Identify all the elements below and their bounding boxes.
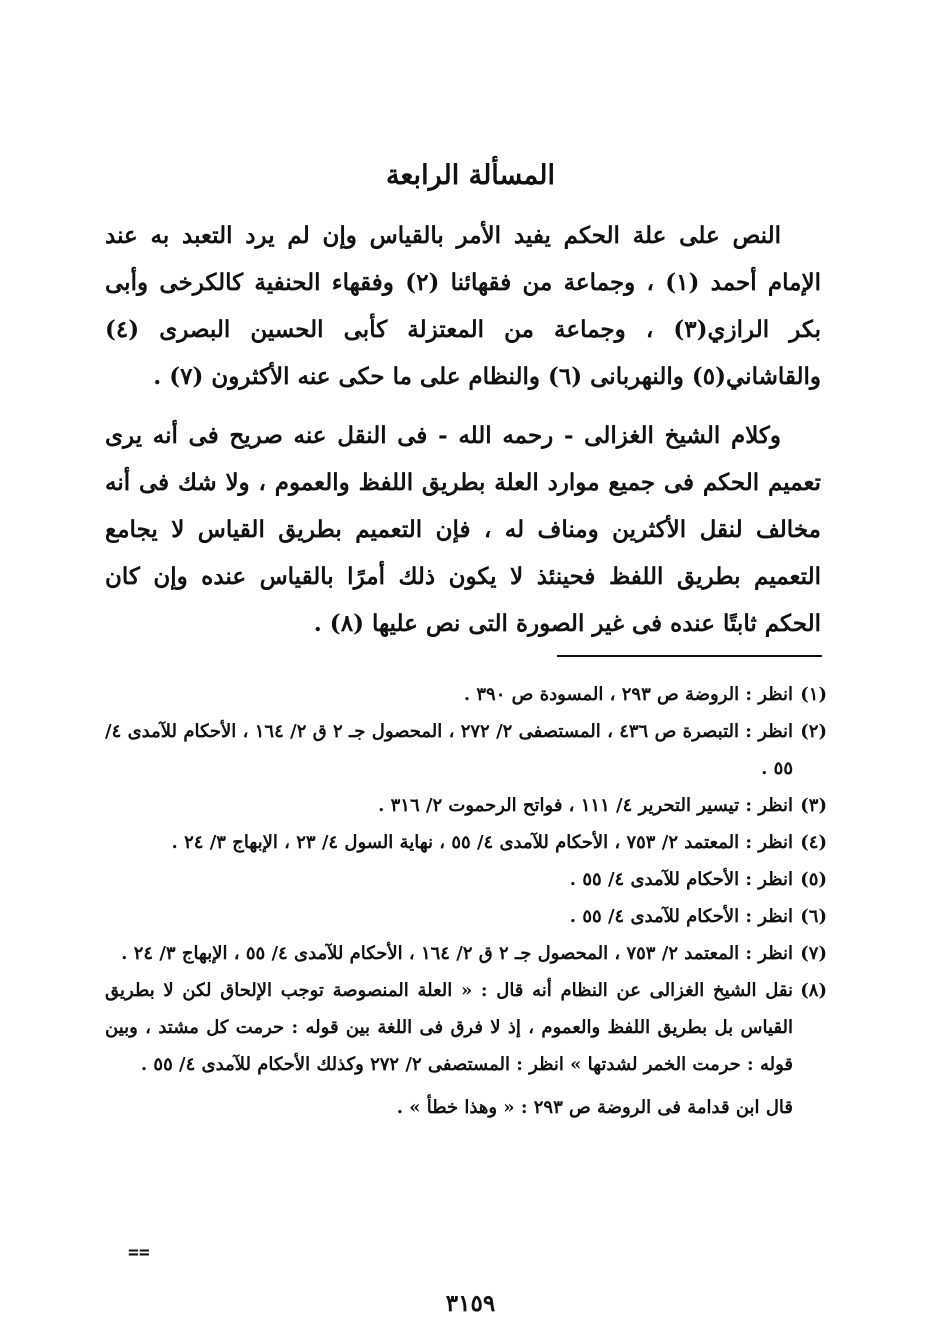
footnote [105,935,827,972]
main-text [105,212,821,647]
footnote-text: انظر : تيسير التحرير ٤/ ١١١ ، فواتح الرحموت ٢/ ٣١٦ . [378,795,793,816]
footnote-divider [557,655,822,657]
footnote-number: (٥) [800,869,827,890]
footnote-number: (٢) [800,721,827,742]
page-number: ٣١٥٩ [445,1290,496,1317]
footnote [105,898,827,935]
footnote-number: (٣) [800,795,827,816]
footnote-number: (٤) [800,832,827,853]
footnote-text: انظر : المعتمد ٢/ ٧٥٣ ، الأحكام للآمدى ٤/ ٥٥ ، نهاية السول ٤/ ٢٣ ، الإبهاج ٣/ ٢٤ . [171,832,793,853]
footnote-text: نقل الشيخ الغزالى عن النظام أنه قال : « العلة المنصوصة توجب الإلحاق لكن لا بطريق القياس بل بطريق اللفظ والعموم ، إذ لا فرق فى اللغة بين قوله : حرمت كل مشتد ، وبين قوله : حرمت الخمر لشدتها » انظر : المستصفى ٢/ ٢٧٢ وكذلك الأحكام للآمدى ٤/ ٥٥ . [105,980,793,1075]
footnote [105,861,827,898]
paragraph: النص على علة الحكم يفيد الأمر بالقياس وإن لم يرد التعبد به عند الإمام أحمد (١) ، وجماعة من فقهائنا (٢) وفقهاء الحنفية كالكرخى وأبى بكر الرازي(٣) ، وجماعة من المعتزلة كأبى الحسين البصرى (٤) والقاشاني(٥) والنهربانى (٦) والنظام على ما حكى عنه الأكثرون (٧) . [105,222,821,390]
paragraph: وكلام الشيخ الغزالى - رحمه الله - فى النقل عنه صريح فى أنه يرى تعميم الحكم فى جميع موارد العلة بطريق اللفظ والعموم ، ولا شك فى أنه مخالف لنقل الأكثرين ومناف له ، فإن التعميم بطريق القياس لا يجامع التعميم بطريق اللفظ فحينئذ لا يكون ذلك أمرًا بالقياس عنده وإن كان الحكم ثابتًا عنده فى غير الصورة التى نص عليها (٨) . [105,422,821,637]
footnote-text: انظر : التبصرة ص ٤٣٦ ، المستصفى ٢/ ٢٧٢ ، المحصول جـ ٢ ق ٢/ ١٦٤ ، الأحكام للآمدى ٤/ ٥٥ . [105,721,793,779]
footnote-text: انظر : الروضة ص ٢٩٣ ، المسودة ص ٣٩٠ . [463,684,793,705]
footnote [105,676,827,713]
footnote-text: انظر : المعتمد ٢/ ٧٥٣ ، المحصول جـ ٢ ق ٢/ ١٦٤ ، الأحكام للآمدى ٤/ ٥٥ ، الإبهاج ٣/ ٢٤ . [121,943,793,964]
footnote [105,713,827,787]
footnote [105,824,827,861]
footnote-number: (١) [800,684,827,705]
footnotes [105,676,827,1126]
continuation-marker: == [128,1242,150,1263]
section-title: المسألة الرابعة [386,160,555,191]
footnote-number: (٧) [800,943,827,964]
footnote [105,787,827,824]
footnote-number: (٨) [800,980,827,1001]
footnote-text: انظر : الأحكام للآمدى ٤/ ٥٥ . [569,869,793,890]
footnote-text: انظر : الأحكام للآمدى ٤/ ٥٥ . [569,906,793,927]
footnote [105,972,827,1083]
footnote-quote: قال ابن قدامة فى الروضة ص ٢٩٣ : « وهذا خطأ » . [396,1097,793,1118]
footnote-number: (٦) [800,906,827,927]
